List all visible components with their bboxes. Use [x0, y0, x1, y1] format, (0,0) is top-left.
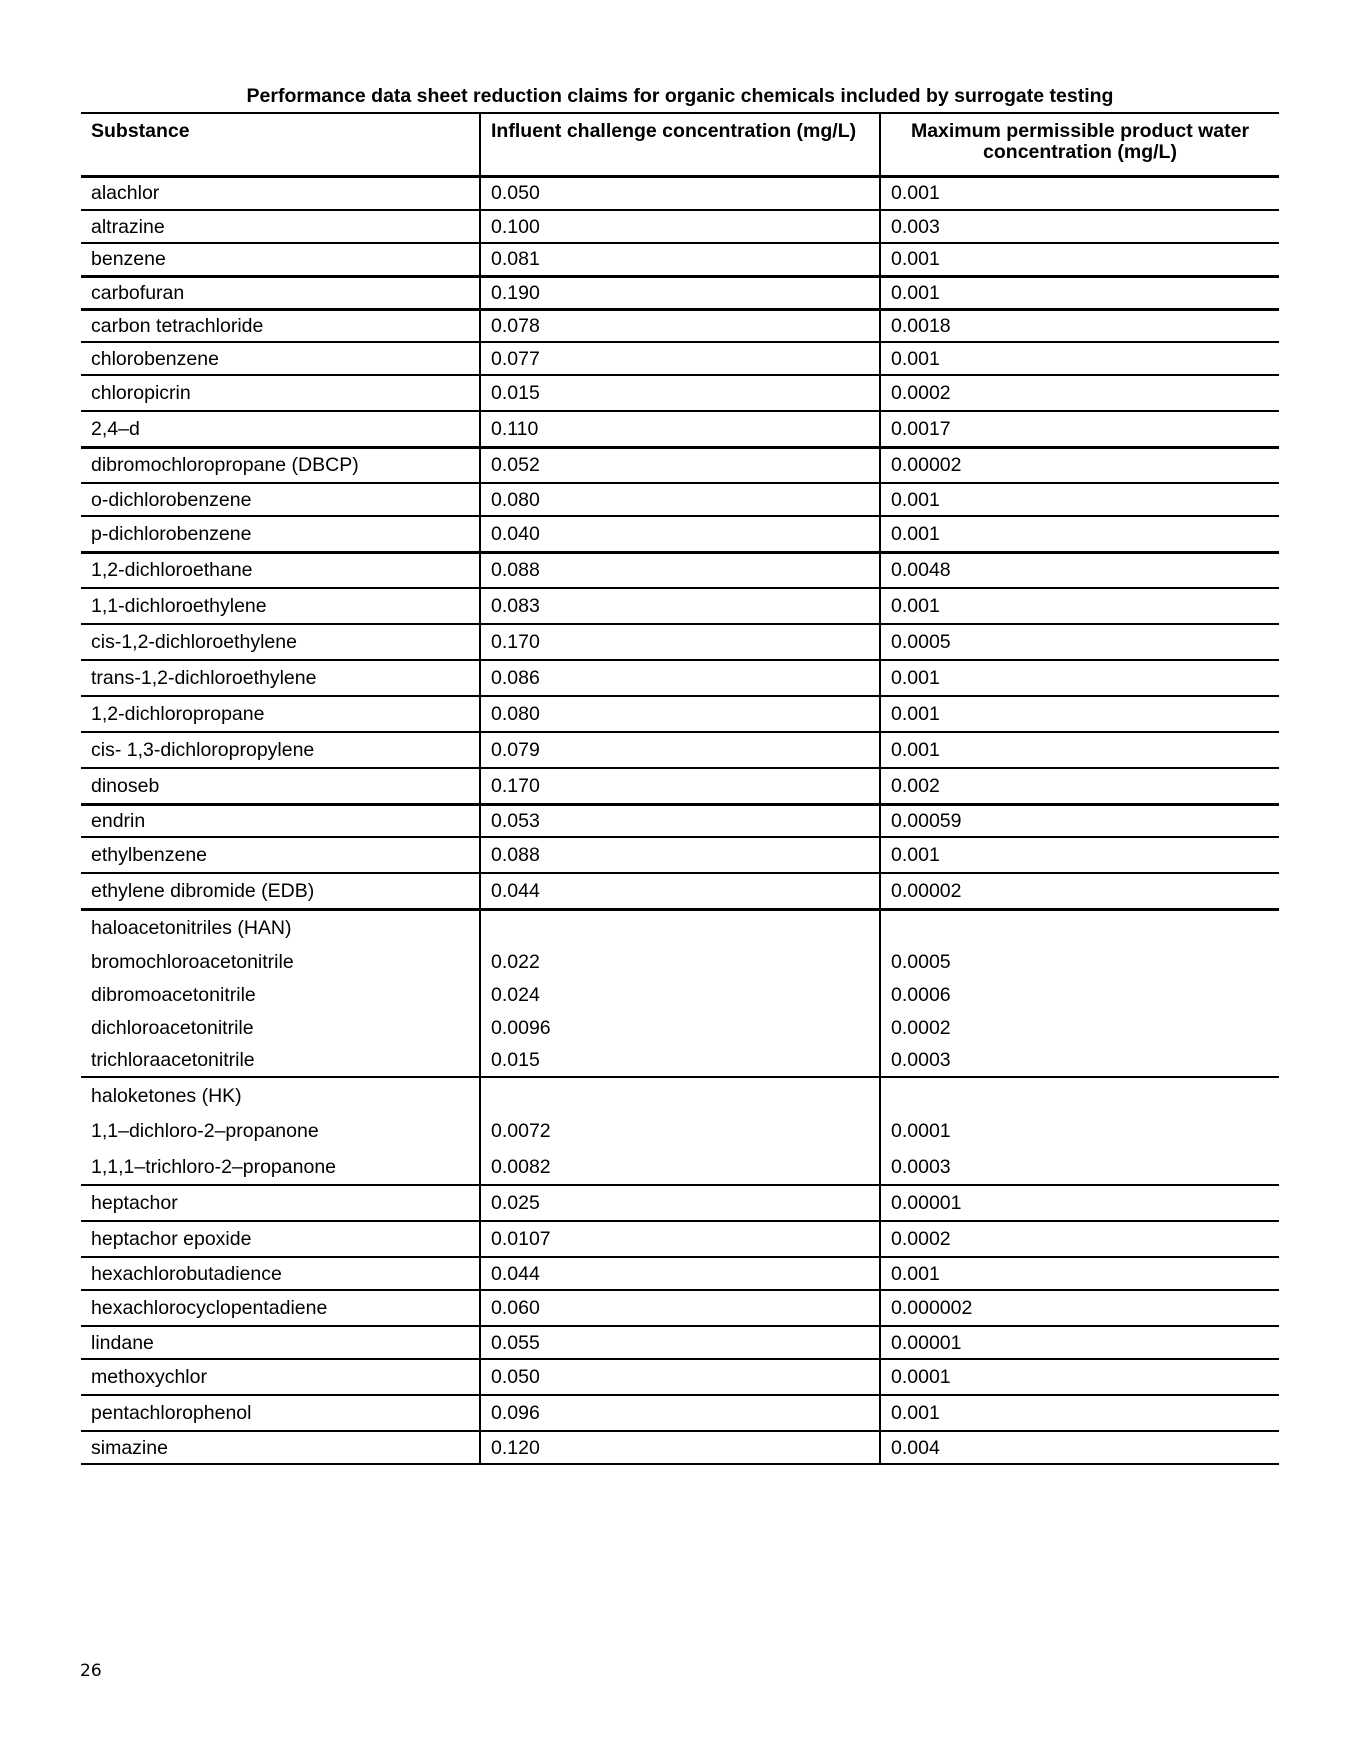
cell-maximum: 0.0001 — [880, 1359, 1279, 1395]
cell-influent: 0.086 — [480, 660, 880, 696]
cell-maximum: 0.001 — [880, 660, 1279, 696]
cell-influent: 0.052 — [480, 447, 880, 483]
table-row — [81, 804, 1279, 837]
table-row — [81, 732, 1279, 768]
table-header-row — [81, 113, 1279, 176]
cell-maximum: 0.003 — [880, 210, 1279, 243]
cell-maximum: 0.0005 — [880, 945, 1279, 978]
cell-maximum: 0.0018 — [880, 309, 1279, 342]
cell-influent: 0.081 — [480, 243, 880, 276]
cell-maximum: 0.001 — [880, 1257, 1279, 1290]
table-row — [81, 411, 1279, 447]
table-row — [81, 978, 1279, 1011]
cell-substance: dinoseb — [81, 768, 480, 804]
table-row — [81, 1044, 1279, 1077]
cell-influent: 0.080 — [480, 483, 880, 516]
cell-influent: 0.024 — [480, 978, 880, 1011]
table-row — [81, 176, 1279, 210]
column-header-influent: Influent challenge concentration (mg/L) — [480, 113, 880, 176]
cell-maximum: 0.001 — [880, 243, 1279, 276]
cell-maximum: 0.004 — [880, 1431, 1279, 1464]
cell-influent: 0.055 — [480, 1326, 880, 1359]
cell-maximum: 0.0003 — [880, 1149, 1279, 1185]
table-row — [81, 660, 1279, 696]
table-row — [81, 1290, 1279, 1326]
table-row — [81, 1113, 1279, 1149]
cell-maximum: 0.000002 — [880, 1290, 1279, 1326]
cell-maximum: 0.0002 — [880, 1221, 1279, 1257]
cell-maximum: 0.0003 — [880, 1044, 1279, 1077]
cell-substance: carbon tetrachloride — [81, 309, 480, 342]
column-header-maximum: Maximum permissible product water concentration (mg/L) — [880, 113, 1279, 176]
cell-influent: 0.0072 — [480, 1113, 880, 1149]
cell-influent — [480, 1077, 880, 1113]
cell-substance: heptachor — [81, 1185, 480, 1221]
cell-substance: pentachlorophenol — [81, 1395, 480, 1431]
cell-substance: hexachlorocyclopentadiene — [81, 1290, 480, 1326]
cell-maximum: 0.00002 — [880, 447, 1279, 483]
cell-influent: 0.078 — [480, 309, 880, 342]
cell-substance: 1,2-dichloropropane — [81, 696, 480, 732]
table-row — [81, 447, 1279, 483]
column-header-substance: Substance — [81, 113, 480, 176]
cell-maximum: 0.00001 — [880, 1326, 1279, 1359]
cell-maximum: 0.001 — [880, 516, 1279, 552]
cell-influent: 0.170 — [480, 624, 880, 660]
cell-maximum — [880, 1077, 1279, 1113]
table-row — [81, 945, 1279, 978]
cell-influent: 0.080 — [480, 696, 880, 732]
cell-substance: 2,4–d — [81, 411, 480, 447]
cell-maximum: 0.00059 — [880, 804, 1279, 837]
cell-substance: haloacetonitriles (HAN) — [91, 916, 292, 939]
cell-influent: 0.096 — [480, 1395, 880, 1431]
cell-influent: 0.022 — [480, 945, 880, 978]
cell-influent: 0.060 — [480, 1290, 880, 1326]
cell-influent: 0.0082 — [480, 1149, 880, 1185]
table-row — [81, 1221, 1279, 1257]
cell-maximum: 0.001 — [880, 483, 1279, 516]
cell-substance: ethylene dibromide (EDB) — [81, 873, 480, 909]
cell-maximum: 0.0017 — [880, 411, 1279, 447]
table-row — [81, 1011, 1279, 1044]
table-row — [81, 1359, 1279, 1395]
cell-substance: endrin — [81, 804, 480, 837]
cell-substance: carbofuran — [81, 276, 480, 309]
cell-maximum: 0.001 — [880, 1395, 1279, 1431]
table-row — [81, 909, 1279, 945]
cell-influent: 0.170 — [480, 768, 880, 804]
cell-substance: simazine — [81, 1431, 480, 1464]
page-title: Performance data sheet reduction claims for organic chemicals included by surrogate testing — [246, 85, 1114, 107]
cell-maximum: 0.00002 — [880, 873, 1279, 909]
cell-maximum: 0.0002 — [880, 1011, 1279, 1044]
table-row — [81, 516, 1279, 552]
table-row — [81, 309, 1279, 342]
cell-substance: dichloroacetonitrile — [91, 1016, 254, 1039]
cell-substance: haloketones (HK) — [91, 1084, 242, 1107]
cell-substance: lindane — [81, 1326, 480, 1359]
cell-substance: trichloraacetonitrile — [81, 1044, 480, 1077]
reduction-claims-table — [81, 112, 1279, 1465]
cell-influent: 0.100 — [480, 210, 880, 243]
table-row — [81, 1395, 1279, 1431]
table-row — [81, 1185, 1279, 1221]
cell-maximum: 0.0006 — [880, 978, 1279, 1011]
cell-substance: chloropicrin — [81, 375, 480, 411]
cell-influent: 0.025 — [480, 1185, 880, 1221]
cell-substance: 1,1-dichloroethylene — [81, 588, 480, 624]
cell-substance: 1,2-dichloroethane — [81, 552, 480, 588]
cell-substance: p-dichlorobenzene — [81, 516, 480, 552]
cell-influent: 0.079 — [480, 732, 880, 768]
table-row — [81, 624, 1279, 660]
cell-maximum: 0.002 — [880, 768, 1279, 804]
table-row — [81, 837, 1279, 873]
table-row — [81, 696, 1279, 732]
cell-substance: cis- 1,3-dichloropropylene — [81, 732, 480, 768]
cell-maximum: 0.001 — [880, 837, 1279, 873]
cell-influent: 0.120 — [480, 1431, 880, 1464]
table-row — [81, 873, 1279, 909]
cell-substance: 1,1,1–trichloro-2–propanone — [81, 1149, 480, 1185]
cell-substance: chlorobenzene — [81, 342, 480, 375]
cell-influent: 0.053 — [480, 804, 880, 837]
cell-influent: 0.050 — [480, 176, 880, 210]
cell-influent: 0.088 — [480, 837, 880, 873]
cell-influent: 0.190 — [480, 276, 880, 309]
cell-substance: benzene — [81, 243, 480, 276]
table-row — [81, 588, 1279, 624]
table-row — [81, 276, 1279, 309]
cell-influent: 0.083 — [480, 588, 880, 624]
cell-substance: heptachor epoxide — [81, 1221, 480, 1257]
cell-substance: cis-1,2-dichloroethylene — [81, 624, 480, 660]
cell-substance: bromochloroacetonitrile — [91, 950, 294, 973]
cell-influent: 0.088 — [480, 552, 880, 588]
cell-influent: 0.110 — [480, 411, 880, 447]
cell-maximum: 0.0005 — [880, 624, 1279, 660]
cell-substance: methoxychlor — [81, 1359, 480, 1395]
table-row — [81, 552, 1279, 588]
cell-maximum: 0.0001 — [880, 1113, 1279, 1149]
cell-substance: 1,1–dichloro-2–propanone — [91, 1120, 319, 1142]
cell-influent — [480, 909, 880, 945]
table-row — [81, 342, 1279, 375]
table-row — [81, 483, 1279, 516]
cell-influent: 0.040 — [480, 516, 880, 552]
cell-substance: alachlor — [81, 176, 480, 210]
cell-maximum: 0.001 — [880, 342, 1279, 375]
cell-influent: 0.015 — [480, 1044, 880, 1077]
table-body — [81, 176, 1279, 1464]
cell-maximum — [880, 909, 1279, 945]
cell-influent: 0.044 — [480, 1257, 880, 1290]
cell-substance: trans-1,2-dichloroethylene — [81, 660, 480, 696]
table-row — [81, 768, 1279, 804]
table-row — [81, 210, 1279, 243]
table-row — [81, 1431, 1279, 1464]
cell-maximum: 0.001 — [880, 588, 1279, 624]
cell-substance: dibromoacetonitrile — [91, 983, 256, 1006]
cell-substance: o-dichlorobenzene — [81, 483, 480, 516]
cell-influent: 0.077 — [480, 342, 880, 375]
cell-substance: hexachlorobutadience — [81, 1257, 480, 1290]
table-row — [81, 1326, 1279, 1359]
cell-substance: altrazine — [81, 210, 480, 243]
cell-maximum: 0.001 — [880, 732, 1279, 768]
page-number: 26 — [80, 1661, 102, 1681]
cell-substance: ethylbenzene — [81, 837, 480, 873]
cell-maximum: 0.00001 — [880, 1185, 1279, 1221]
cell-influent: 0.050 — [480, 1359, 880, 1395]
table-row — [81, 1077, 1279, 1113]
table-row — [81, 375, 1279, 411]
table-row — [81, 1149, 1279, 1185]
cell-maximum: 0.0002 — [880, 375, 1279, 411]
cell-maximum: 0.0048 — [880, 552, 1279, 588]
cell-influent: 0.0096 — [480, 1011, 880, 1044]
cell-maximum: 0.001 — [880, 696, 1279, 732]
cell-maximum: 0.001 — [880, 276, 1279, 309]
cell-influent: 0.0107 — [480, 1221, 880, 1257]
cell-substance: dibromochloropropane (DBCP) — [81, 447, 480, 483]
table-row — [81, 243, 1279, 276]
table-row — [81, 1257, 1279, 1290]
cell-maximum: 0.001 — [880, 176, 1279, 210]
cell-influent: 0.044 — [480, 873, 880, 909]
cell-influent: 0.015 — [480, 375, 880, 411]
